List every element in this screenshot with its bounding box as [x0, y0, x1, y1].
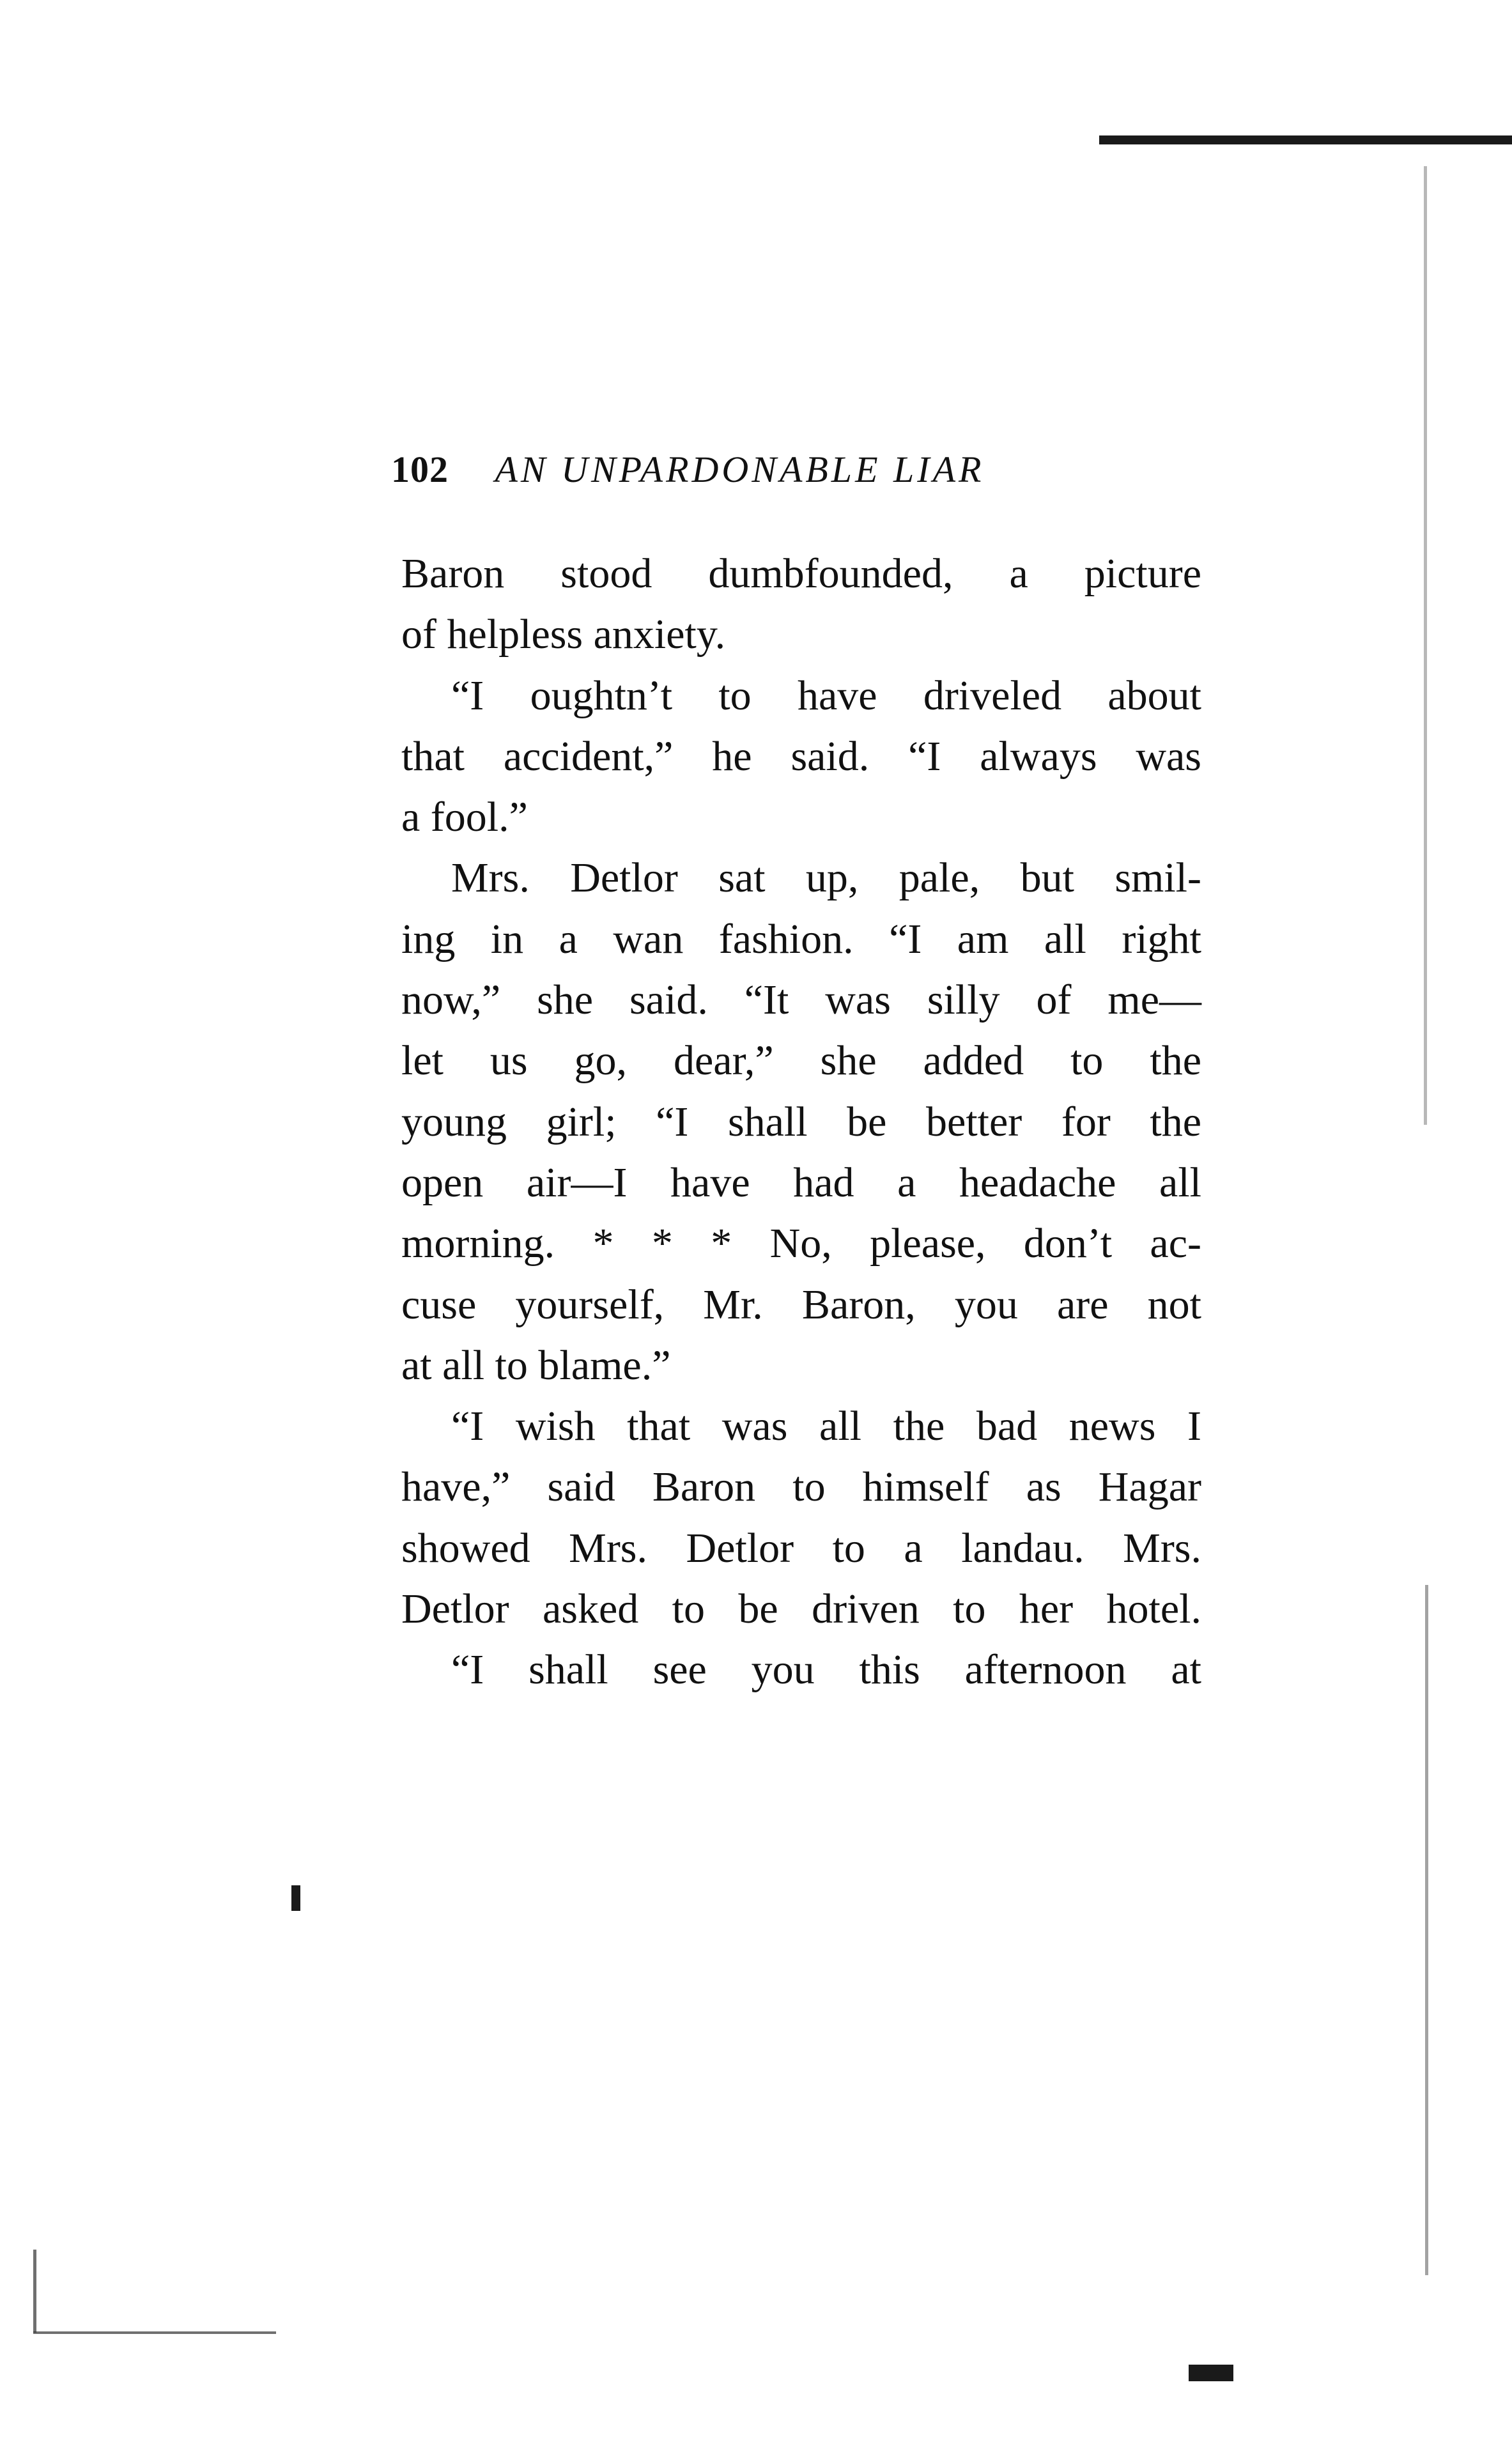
text-line: a fool.”	[401, 794, 528, 841]
text-line: cuse yourself, Mr. Baron, you are not	[401, 1281, 1201, 1328]
text-line: Detlor asked to be driven to her hotel.	[401, 1586, 1201, 1633]
body-text	[401, 543, 1201, 1701]
page-number: 102	[391, 449, 449, 490]
text-line: “I oughtn’t to have driveled about	[451, 672, 1201, 719]
text-line: have,” said Baron to himself as Hagar	[401, 1464, 1201, 1511]
scan-corner-bottom-left-horizontal	[33, 2331, 276, 2334]
text-line: showed Mrs. Detlor to a landau. Mrs.	[401, 1524, 1201, 1572]
running-header	[391, 441, 1209, 498]
text-line: ing in a wan fashion. “I am all right	[401, 915, 1201, 962]
text-line: “I wish that was all the bad news I	[451, 1403, 1201, 1450]
text-line: of helpless anxiety.	[401, 611, 726, 658]
text-line: open air—I have had a headache all	[401, 1159, 1201, 1206]
text-line: Baron stood dumbfounded, a picture	[401, 550, 1201, 597]
running-title: AN UNPARDONABLE LIAR	[495, 449, 985, 490]
scan-edge-right	[1424, 166, 1427, 1125]
text-line: that accident,” he said. “I always was	[401, 732, 1201, 780]
scan-mark-bottom-right	[1189, 2365, 1233, 2381]
text-line: Mrs. Detlor sat up, pale, but smil-	[451, 854, 1201, 902]
text-line: let us go, dear,” she added to the	[401, 1037, 1201, 1085]
text-line: now,” she said. “It was silly of me—	[401, 977, 1201, 1024]
text-line: at all to blame.”	[401, 1341, 671, 1389]
text-line: young girl; “I shall be better for the	[401, 1098, 1201, 1145]
scan-corner-bottom-left-vertical	[33, 2250, 36, 2333]
scan-edge-top-right	[1099, 135, 1512, 144]
scan-speck-left	[291, 1885, 300, 1911]
text-line: morning. * * * No, please, don’t ac-	[401, 1220, 1201, 1267]
text-line: “I shall see you this afternoon at	[451, 1646, 1201, 1694]
scan-edge-right-lower	[1425, 1585, 1428, 2275]
